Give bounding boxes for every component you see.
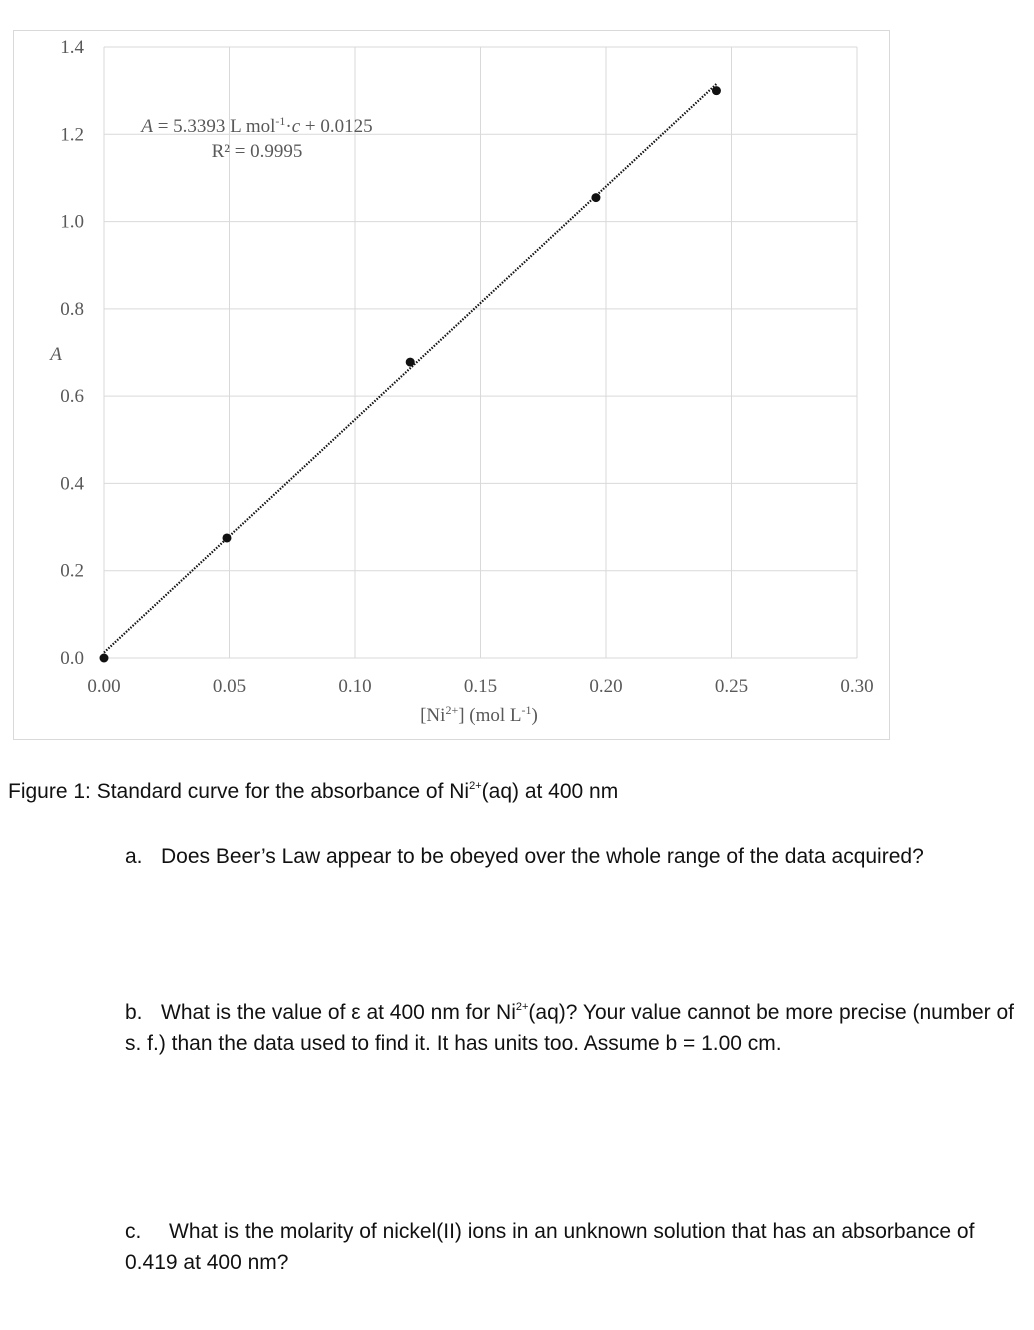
x-tick-label: 0.10 — [338, 676, 372, 697]
y-tick-label: 0.8 — [60, 298, 84, 320]
x-tick-label: 0.00 — [87, 676, 121, 697]
data-point — [406, 358, 415, 367]
chart-container — [13, 30, 890, 740]
y-tick-label: 1.0 — [60, 211, 84, 233]
trendline — [104, 84, 716, 653]
x-tick-label: 0.30 — [840, 676, 874, 697]
x-tick-label: 0.05 — [212, 676, 247, 697]
question-b — [125, 997, 1015, 1059]
question-b-text-after: (aq)? Your value cannot be more precise (number of s. f.) than the data used to find it. It has units too. Assume b = 1.00 cm. — [125, 1001, 1015, 1055]
question-b-superscript: 2+ — [515, 1001, 529, 1013]
data-points-layer — [100, 86, 721, 662]
x-tick-label: 0.15 — [463, 676, 498, 697]
trendline-equation: A = 5.3393 L mol$^{-1}$·c + 0.0125 — [141, 114, 373, 137]
caption-suffix: (aq) at 400 nm — [481, 780, 619, 803]
question-a-letter: a. — [125, 845, 143, 868]
r-squared-label: R² = 0.9995 — [211, 141, 303, 162]
question-b-letter: b. — [125, 1001, 143, 1024]
question-a-text: Does Beer’s Law appear to be obeyed over the whole range of the data acquired? — [161, 845, 924, 868]
y-tick-label: 0.0 — [60, 648, 84, 669]
data-point — [100, 654, 109, 663]
caption-prefix: Figure 1: Standard curve for the absorbance of Ni — [8, 780, 470, 803]
question-c-letter: c. — [125, 1220, 142, 1243]
question-c-text: What is the molarity of nickel(II) ions in an unknown solution that has an absorbance of 0.419 at 400 nm? — [125, 1220, 975, 1274]
y-tick-label: 0.2 — [60, 560, 84, 582]
y-tick-label: 1.4 — [60, 37, 84, 58]
question-b-text-before: What is the value of ε at 400 nm for Ni — [161, 1001, 516, 1024]
x-tick-label: 0.20 — [589, 676, 623, 697]
data-point — [591, 193, 600, 202]
caption-superscript: 2+ — [469, 780, 482, 792]
question-a — [125, 841, 1015, 872]
question-c — [125, 1216, 1015, 1278]
x-tick-label: 0.25 — [714, 676, 749, 697]
data-point — [222, 533, 231, 542]
data-point — [712, 86, 721, 95]
y-tick-label: 0.6 — [60, 386, 84, 408]
figure-caption — [8, 780, 618, 804]
grid-layer — [104, 47, 857, 658]
y-tick-label: 0.4 — [60, 473, 84, 495]
y-axis-title: A — [50, 344, 62, 365]
y-tick-label: 1.2 — [60, 124, 84, 146]
trendline-layer — [104, 84, 716, 653]
absorbance-chart — [14, 31, 889, 739]
x-axis-title: $[Ni^{2+}]$ (mol $L^{-1}$) — [420, 703, 538, 726]
